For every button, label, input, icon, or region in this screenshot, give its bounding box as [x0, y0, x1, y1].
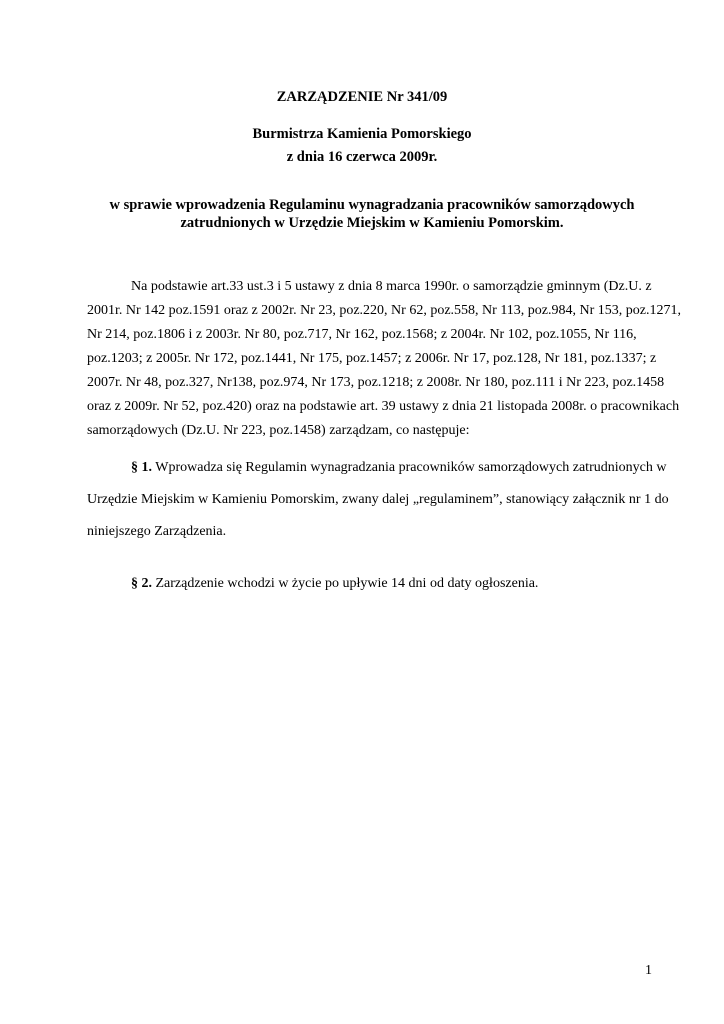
document-title: ZARZĄDZENIE Nr 341/09 [276, 89, 448, 105]
section-2-text: Zarządzenie wchodzi w życie po upływie 14 dni od daty ogłoszenia. [152, 576, 539, 591]
document-issuer: Burmistrza Kamienia Pomorskiego [252, 126, 472, 142]
preamble-line: 2007r. Nr 48, poz.327, Nr138, poz.974, Nr 173, poz.1218; z 2008r. Nr 180, poz.111 i Nr 223, poz.1458 [87, 375, 665, 390]
section-1-label: § 1. [131, 460, 152, 475]
subject-line: zatrudnionych w Urzędzie Miejskim w Kamieniu Pomorskim. [180, 215, 564, 231]
section-1-first-line [131, 459, 666, 477]
subject-line: w sprawie wprowadzenia Regulaminu wynagradzania pracowników samorządowych [109, 197, 635, 213]
preamble-line: samorządowych (Dz.U. Nr 223, poz.1458) zarządzam, co następuje: [87, 423, 470, 438]
section-1-line: niniejszego Zarządzenia. [87, 524, 227, 539]
preamble-line: poz.1203; z 2005r. Nr 172, poz.1441, Nr 175, poz.1457; z 2006r. Nr 17, poz.128, Nr 181, poz.1337; z [87, 351, 657, 366]
document-date: z dnia 16 czerwca 2009r. [286, 149, 438, 165]
section-2-label: § 2. [131, 576, 152, 591]
page-number: 1 [645, 963, 652, 978]
preamble-line: Na podstawie art.33 ust.3 i 5 ustawy z dnia 8 marca 1990r. o samorządzie gminnym (Dz.U. z [131, 279, 652, 294]
section-2-line [131, 575, 538, 593]
preamble-line: Nr 214, poz.1806 i z 2003r. Nr 80, poz.717, Nr 162, poz.1568; z 2004r. Nr 102, poz.1055, Nr 116, [87, 327, 637, 342]
section-1-line: Urzędzie Miejskim w Kamieniu Pomorskim, zwany dalej „regulaminem”, stanowiący załącznik nr 1 do [87, 492, 669, 507]
section-1-text: Wprowadza się Regulamin wynagradzania pracowników samorządowych zatrudnionych w [152, 460, 667, 475]
preamble-line: 2001r. Nr 142 poz.1591 oraz z 2002r. Nr 23, poz.220, Nr 62, poz.558, Nr 113, poz.984, Nr 153, poz.1271, [87, 303, 681, 318]
preamble-line: oraz z 2009r. Nr 52, poz.420) oraz na podstawie art. 39 ustawy z dnia 21 listopada 2008r. o pracownikach [87, 399, 680, 414]
document-subject [90, 196, 654, 232]
